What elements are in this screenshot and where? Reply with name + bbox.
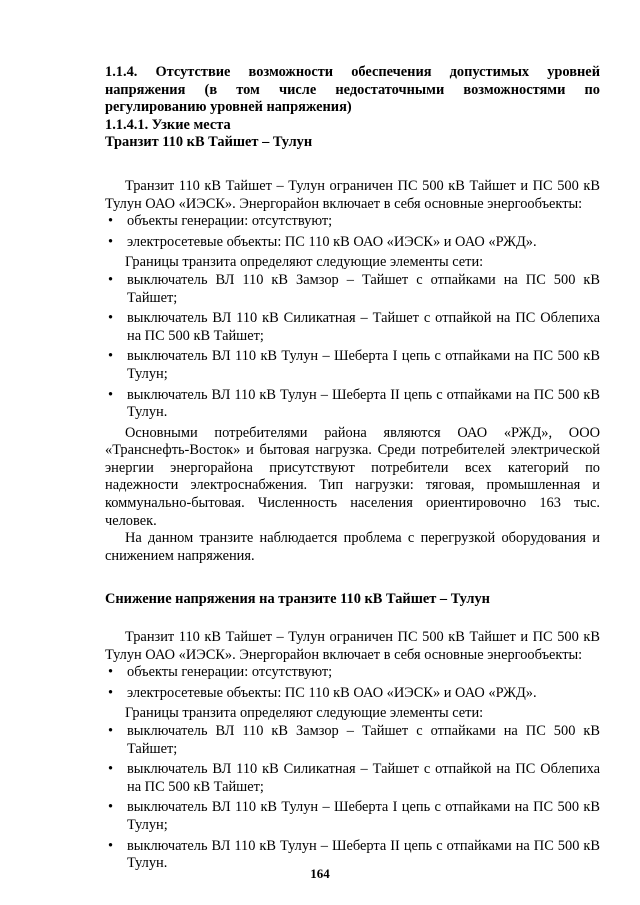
bullet-icon: • xyxy=(108,386,114,403)
section2-title: Снижение напряжения на транзите 110 кВ Тайшет – Тулун xyxy=(105,591,490,608)
section2-borders-list xyxy=(105,723,600,873)
section2-intro: Транзит 110 кВ Тайшет – Тулун ограничен ПС 500 кВ Тайшет и ПС 500 кВ Тулун ОАО «ИЭСК». Энергорайон включает в себя основные энергообъекты: xyxy=(105,629,600,663)
list-item: • выключатель ВЛ 110 кВ Силикатная – Тайшет с отпайкой на ПС Облепиха на ПС 500 кВ Тайшет; xyxy=(108,761,600,795)
section1-intro: Транзит 110 кВ Тайшет – Тулун ограничен ПС 500 кВ Тайшет и ПС 500 кВ Тулун ОАО «ИЭСК». Энергорайон включает в себя основные энергообъекты: xyxy=(105,177,600,212)
list-item: • выключатель ВЛ 110 кВ Тулун – Шеберта I цепь с отпайками на ПС 500 кВ Тулун; xyxy=(108,799,600,833)
bullet-icon: • xyxy=(108,761,114,778)
section1-objects-list xyxy=(105,213,600,251)
page-content xyxy=(105,64,600,876)
bullet-icon: • xyxy=(108,837,114,854)
section1-borders-list xyxy=(105,272,600,422)
bullet-icon: • xyxy=(108,233,114,250)
section1-borders-intro: Границы транзита определяют следующие элементы сети: xyxy=(125,254,484,271)
list-item: • выключатель ВЛ 110 кВ Замзор – Тайшет с отпайками на ПС 500 кВ Тайшет; xyxy=(108,271,600,306)
bullet-icon: • xyxy=(108,684,114,701)
list-item: • выключатель ВЛ 110 кВ Тулун – Шеберта II цепь с отпайками на ПС 500 кВ Тулун. xyxy=(108,386,600,421)
spacer xyxy=(105,609,600,629)
section-heading: 1.1.4. Отсутствие возможности обеспечения допустимых уровней напряжения (в том числе недостаточными возможностями по регулированию уровней напряжения) xyxy=(105,64,600,116)
section2-objects-list xyxy=(105,664,600,702)
list-item: • выключатель ВЛ 110 кВ Силикатная – Тайшет с отпайкой на ПС Облепиха на ПС 500 кВ Тайшет; xyxy=(108,310,600,344)
bullet-icon: • xyxy=(108,310,114,327)
list-item: • электросетевые объекты: ПС 110 кВ ОАО «ИЭСК» и ОАО «РЖД». xyxy=(108,233,537,250)
section2-borders-intro: Границы транзита определяют следующие элементы сети: xyxy=(125,705,484,722)
list-item: • выключатель ВЛ 110 кВ Замзор – Тайшет с отпайками на ПС 500 кВ Тайшет; xyxy=(108,723,600,757)
bullet-icon: • xyxy=(108,271,114,288)
bullet-icon: • xyxy=(108,348,114,365)
spacer xyxy=(105,565,600,591)
section1-consumers: Основными потребителями района являются ОАО «РЖД», ООО «Транснефть-Восток» и бытовая нагрузка. Среди потребителей электрической энергии энергорайона присутствуют потребители всех категорий по надежности электроснабжения. Тип нагрузки: тяговая, промышленная и коммунально-бытовая. Численность населения ориентировочно 163 тыс. человек. xyxy=(105,424,600,529)
bullet-icon: • xyxy=(108,213,114,230)
bullet-icon: • xyxy=(108,723,114,739)
list-item: • выключатель ВЛ 110 кВ Тулун – Шеберта II цепь с отпайками на ПС 500 кВ Тулун. xyxy=(108,837,600,872)
subsection-heading: 1.1.4.1. Узкие места xyxy=(105,116,231,133)
section1-problem: На данном транзите наблюдается проблема с перегрузкой оборудования и снижением напряжения. xyxy=(105,530,600,564)
bullet-icon: • xyxy=(108,799,114,816)
transit-heading: Транзит 110 кВ Тайшет – Тулун xyxy=(105,134,313,151)
spacer xyxy=(105,152,600,178)
bullet-icon: • xyxy=(108,664,114,681)
list-item: • объекты генерации: отсутствуют; xyxy=(108,664,333,681)
page-number: 164 xyxy=(310,866,330,881)
list-item: • объекты генерации: отсутствуют; xyxy=(108,213,333,230)
list-item: • выключатель ВЛ 110 кВ Тулун – Шеберта I цепь с отпайками на ПС 500 кВ Тулун; xyxy=(108,348,600,382)
list-item: • электросетевые объекты: ПС 110 кВ ОАО «ИЭСК» и ОАО «РЖД». xyxy=(108,684,537,701)
